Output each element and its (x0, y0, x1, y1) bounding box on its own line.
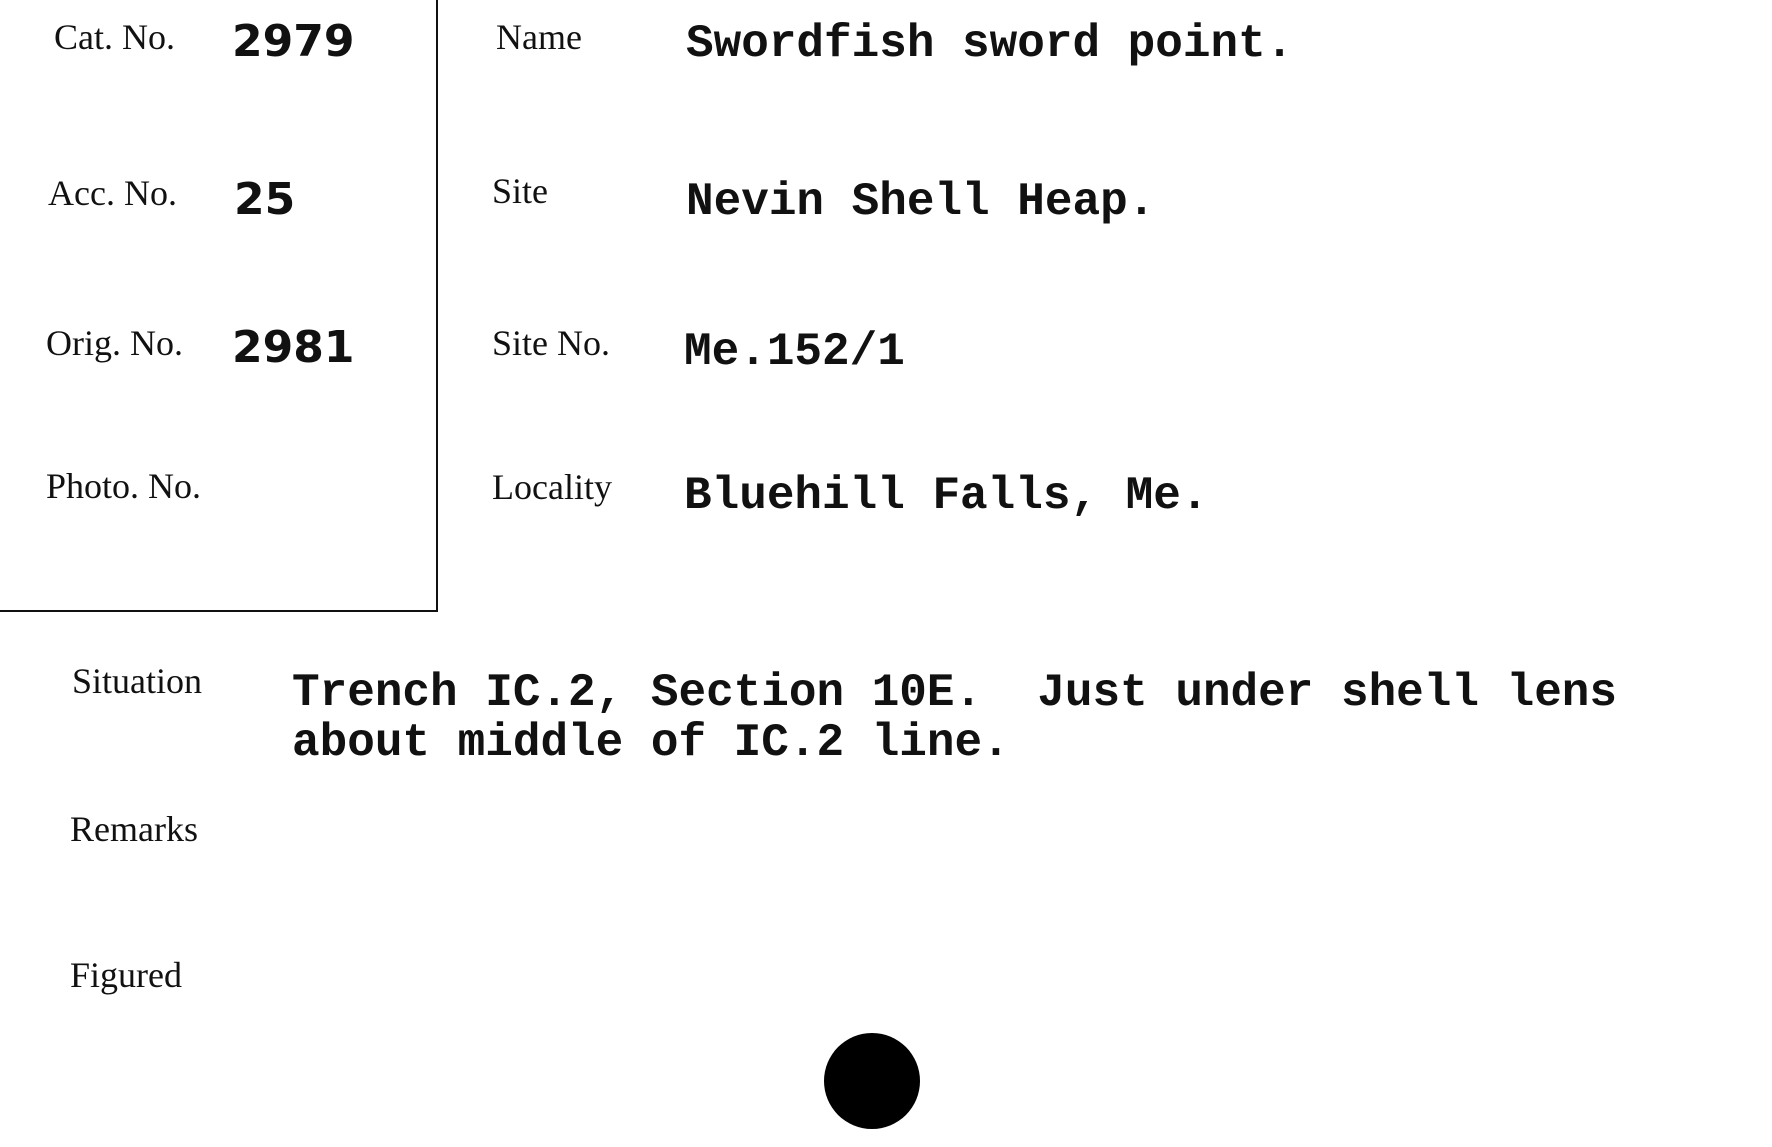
site-label: Site (492, 171, 549, 211)
situation-line-2: about middle of IC.2 line. (292, 717, 1010, 769)
locality-label: Locality (492, 467, 612, 507)
acc-no-value: 25 (234, 174, 296, 225)
figured-label: Figured (70, 955, 182, 995)
situation-label: Situation (72, 661, 203, 701)
site-no-label: Site No. (492, 323, 611, 363)
acc-no-label: Acc. No. (48, 173, 177, 213)
cat-no-label: Cat. No. (54, 17, 175, 57)
situation-line-1: Trench IC.2, Section 10E. Just under shell lens (292, 667, 1618, 719)
punch-hole (824, 1033, 920, 1129)
catalog-number-box (0, 0, 438, 612)
orig-no-label: Orig. No. (46, 323, 183, 363)
photo-no-label: Photo. No. (46, 466, 202, 506)
remarks-label: Remarks (70, 809, 198, 849)
locality-value: Bluehill Falls, Me. (684, 470, 1209, 522)
name-value: Swordfish sword point. (686, 18, 1294, 70)
cat-no-value: 2979 (232, 16, 355, 67)
site-value: Nevin Shell Heap. (686, 176, 1156, 228)
name-label: Name (496, 17, 582, 57)
site-no-value: Me.152/1 (684, 326, 905, 378)
orig-no-value: 2981 (232, 322, 355, 373)
